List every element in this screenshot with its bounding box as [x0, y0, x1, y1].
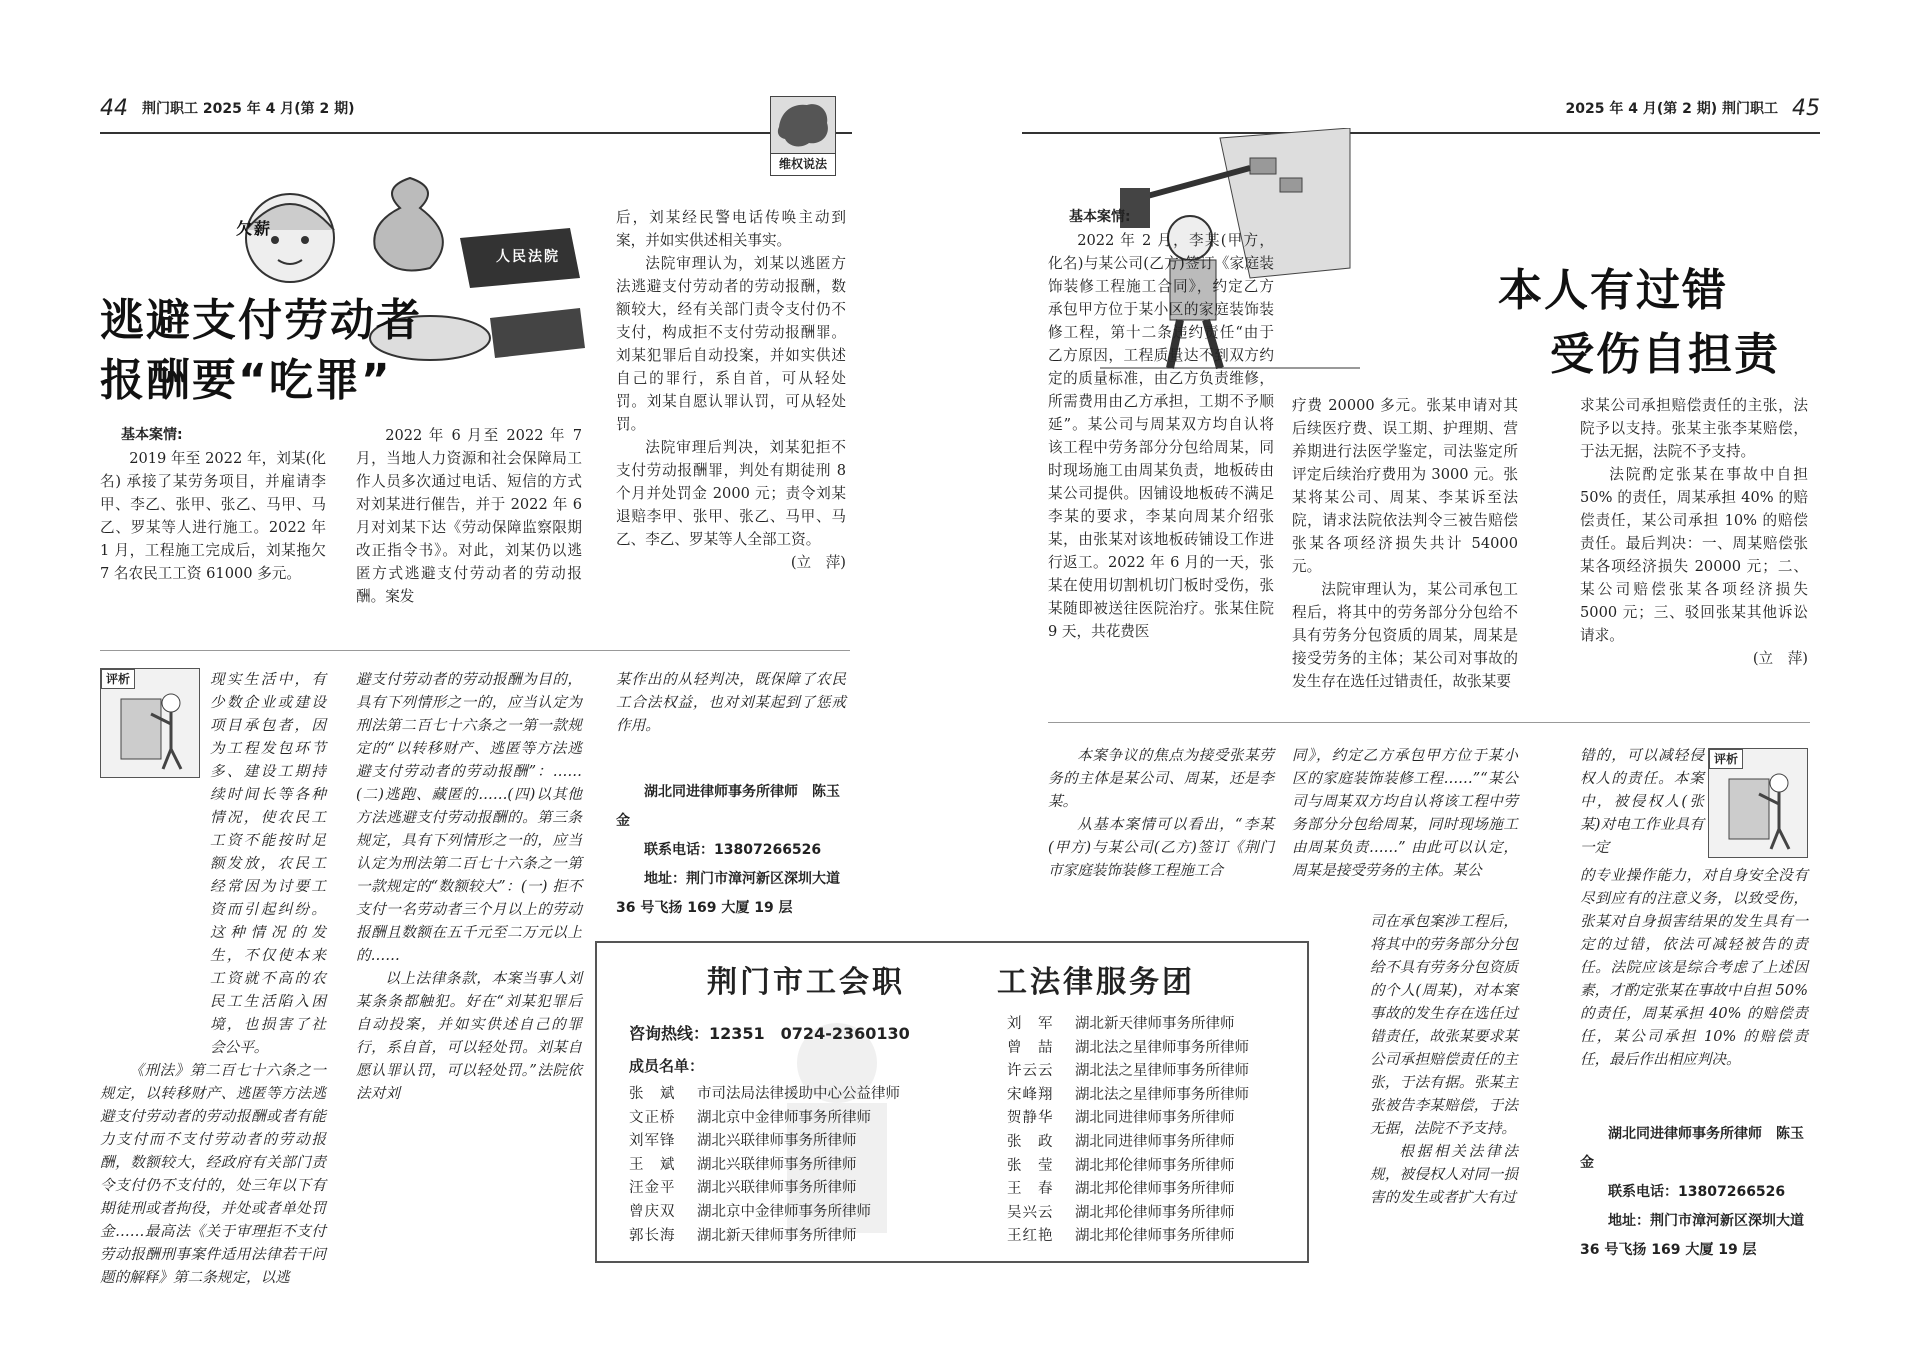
case-paragraph: 法院审理认为，某公司承包工程后，将其中的劳务部分分包给不具有劳务分包资质的周某，周某是接受劳务的主体；某公司对事故的发生存在选任过错责任，故张某要	[1292, 581, 1518, 690]
member-name: 王红艳	[1007, 1228, 1054, 1245]
member-name: 文正桥	[629, 1109, 676, 1126]
legal-service-panel	[595, 941, 1309, 1263]
member-row	[1007, 1202, 1249, 1226]
panel-title-right: 工法律服务团	[997, 965, 1195, 1000]
member-name: 刘 军	[1007, 1016, 1054, 1032]
right-analysis-column-2	[1292, 744, 1518, 882]
contact-name: 湖北同进律师事务所律师 陈玉金	[1580, 1126, 1804, 1171]
member-row	[1007, 1037, 1249, 1061]
right-case-column-1	[1048, 206, 1274, 643]
analysis-paragraph: 错的，可以减轻侵权人的责任。本案中，被侵权人(张某)对电工作业具有一定	[1580, 747, 1704, 856]
member-name: 曾庆双	[629, 1203, 676, 1220]
case-paragraph: 2022 年 6 月至 2022 年 7 月，当地人力资源和社会保障局工作人员多次通过电话、短信的方式对刘某进行催告，并于 2022 年 6 月对刘某下达《劳动保障监察限期改正指令书》。对此，刘某仍以逃匿方式逃避支付劳动者的劳动报酬。案发	[356, 427, 582, 605]
right-contact-block	[1580, 1120, 1810, 1265]
analysis-paragraph: 司在承包案涉工程后，将其中的劳务部分分包给不具有劳务分包资质的个人(周某)，对本案事故的发生存在选任过错责任，故张某要求某公司承担赔偿责任的主张，于法有据。张某主张被告李某赔偿，于法无据，法院不予支持。	[1370, 913, 1518, 1137]
article-title-line-2: 报酬要“吃罪”	[100, 355, 392, 406]
member-org: 湖北京中金律师事务所律师	[697, 1203, 871, 1220]
analysis-paragraph: 避支付劳动者的劳动报酬为目的，具有下列情形之一的，应当认定为刑法第二百七十六条之一第一款规定的“以转移财产、逃匿等方法逃避支付劳动者的劳动报酬”：……(二)逃跑、藏匿的……(四)以其他方法逃避支付劳动报酬的。第三条规定，具有下列情形之一的，应当认定为刑法第二百七十六条之一第一款规定的“数额较大”：(一) 拒不支付一名劳动者三个月以上的劳动报酬且数额在五千元至二万元以上的……	[356, 671, 582, 964]
member-name: 吴兴云	[1007, 1204, 1054, 1221]
contact-phone: 联系电话：13807266526	[1608, 1184, 1786, 1200]
header-rule	[100, 132, 852, 134]
right-analysis-column-3b	[1580, 864, 1808, 1071]
member-row	[629, 1177, 900, 1201]
member-row	[629, 1201, 900, 1225]
analysis-badge	[1708, 748, 1808, 858]
analysis-paragraph: 从基本案情可以看出，“李某(甲方)与某公司(乙方)签订《荆门市家庭装饰装修工程施工合	[1048, 816, 1274, 879]
member-name: 王 春	[1007, 1181, 1054, 1198]
left-case-column-1	[100, 424, 326, 585]
member-org: 湖北邦伦律师事务所律师	[1075, 1181, 1235, 1198]
member-row	[1007, 1084, 1249, 1108]
right-case-column-2	[1292, 394, 1518, 693]
member-row	[1007, 1060, 1249, 1084]
right-analysis-column-1	[1048, 744, 1274, 882]
member-org: 湖北兴联律师事务所律师	[697, 1180, 857, 1197]
left-case-column-3	[616, 206, 846, 574]
left-analysis-column-1	[100, 668, 326, 1289]
member-org: 湖北新天律师事务所律师	[697, 1227, 857, 1244]
member-row	[629, 1130, 900, 1154]
article-title-line-1: 逃避支付劳动者	[100, 295, 422, 346]
left-case-column-2	[356, 424, 582, 608]
left-page-header	[100, 96, 355, 121]
member-name: 贺静华	[1007, 1110, 1054, 1127]
panel-title-left: 荆门市工会职	[707, 965, 905, 1000]
member-org: 湖北邦伦律师事务所律师	[1075, 1228, 1235, 1245]
right-page-header	[1566, 96, 1821, 121]
bag-label: 欠薪	[236, 219, 273, 238]
member-row	[1007, 1131, 1249, 1155]
contact-phone: 联系电话：13807266526	[644, 842, 822, 858]
section-heading: 基本案情:	[1069, 209, 1131, 225]
column-badge	[770, 96, 836, 176]
analysis-paragraph: 同》，约定乙方承包甲方位于某小区的家庭装饰装修工程……”“某公司与周某双方均自认将该工程中劳务部分分包给周某，同时现场施工由周某负责……” 由此可以认定，周某是接受劳务的主体。某公	[1292, 747, 1518, 879]
member-org: 湖北法之星律师事务所律师	[1075, 1063, 1249, 1080]
analysis-paragraph: 以上法律条款，本案当事人刘某条条都触犯。好在“刘某犯罪后自动投案，并如实供述自己的罪行，系自首，可以轻处罚。刘某自愿认罪认罚，可以轻处罚。”法院依法对刘	[356, 970, 582, 1102]
left-analysis-column-3	[616, 668, 846, 737]
member-name: 张 政	[1007, 1133, 1054, 1150]
page-number: 44	[100, 96, 128, 121]
member-row	[629, 1154, 900, 1178]
analysis-tag: 评析	[101, 669, 135, 689]
badge-label: 维权说法	[771, 153, 835, 175]
member-row	[1007, 1107, 1249, 1131]
member-org: 湖北兴联律师事务所律师	[697, 1156, 857, 1173]
china-map-icon	[771, 97, 835, 153]
hotline: 咨询热线：12351 0724-2360130	[629, 1024, 910, 1043]
member-name: 许云云	[1007, 1063, 1054, 1080]
contact-address: 地址：荆门市漳河新区深圳大道 36 号飞扬 169 大厦 19 层	[616, 871, 840, 916]
left-analysis-column-2	[356, 668, 582, 1105]
analysis-paragraph: 《刑法》第二百七十六条之一规定，以转移财产、逃匿等方法逃避支付劳动者的劳动报酬或者有能力支付而不支付劳动者的劳动报酬，数额较大，经政府有关部门责令支付仍不支付的，处三年以下有期徒刑或者拘役，并处或者单处罚金……最高法《关于审理拒不支付劳动报酬刑事案件适用法律若干问题的解释》第二条规定，以逃	[100, 1062, 326, 1286]
court-sign-label: 人民法院	[496, 249, 560, 265]
header-text: 2025 年 4 月(第 2 期) 荆门职工	[1565, 101, 1778, 117]
member-org: 湖北邦伦律师事务所律师	[1075, 1204, 1235, 1221]
member-org: 湖北邦伦律师事务所律师	[1075, 1157, 1235, 1174]
case-paragraph: 求某公司承担赔偿责任的主张，法院予以支持。张某主张李某赔偿，于法无据，法院不予支持。	[1580, 397, 1808, 460]
case-paragraph: 法院审理后判决，刘某犯拒不支付劳动报酬罪，判处有期徒刑 8 个月并处罚金 2000 元；责令刘某退赔李甲、张甲、张乙、马甲、马乙、李乙、罗某等人全部工资。	[616, 439, 846, 548]
contact-name: 湖北同进律师事务所律师 陈玉金	[616, 784, 840, 829]
page-number: 45	[1792, 96, 1820, 121]
author-sign: (立 萍)	[1752, 650, 1808, 667]
members-title: 成员名单：	[629, 1057, 705, 1075]
member-row	[1007, 1013, 1249, 1037]
analysis-tag: 评析	[1709, 749, 1743, 769]
member-name: 汪金平	[629, 1180, 676, 1197]
case-paragraph: 法院审理认为，刘某以逃匿方法逃避支付劳动者的劳动报酬，数额较大，经有关部门责令支付仍不支付，构成拒不支付劳动报酬罪。刘某犯罪后自动投案，并如实供述自己的罪行，系自首，可从轻处罚。刘某自愿认罪认罚，可从轻处罚。	[616, 255, 846, 433]
left-contact-block	[616, 778, 852, 923]
section-heading: 基本案情:	[121, 427, 183, 443]
case-paragraph: 2019 年至 2022 年，刘某(化名) 承接了某劳务项目，并雇请李甲、李乙、张甲、张乙、马甲、马乙、罗某等人进行施工。2022 年 1 月，工程施工完成后，刘某拖欠 7 名农民工工资 61000 多元。	[100, 450, 326, 582]
member-row	[1007, 1155, 1249, 1179]
member-name: 郭长海	[629, 1227, 676, 1244]
member-name: 曾 喆	[1007, 1039, 1054, 1056]
article-title-line-1: 本人有过错	[1498, 265, 1728, 316]
case-paragraph: 2022 年 2 月，李某(甲方，化名)与某公司(乙方)签订《家庭装饰装修工程施工合同》，约定乙方承包甲方位于某小区的家庭装饰装修工程，第十二条违约责任“由于乙方原因，工程质量达不到双方约定的质量标准，由乙方负责维修，所需费用由乙方承担，工期不予顺延”。某公司与周某双方均自认将该工程中劳务部分分包给周某，同时现场施工由周某负责，地板砖由某公司提供。因铺设地板砖不满足李某的要求，李某向周某介绍张某，由张某对该地板砖铺设工作进行返工。2022 年 6 月的一天，张某在使用切割机切门板时受伤，张某随即被送往医院治疗。张某住院 9 天，共花费医	[1048, 232, 1274, 640]
member-row	[629, 1225, 900, 1249]
member-org: 市司法局法律援助中心公益律师	[697, 1086, 900, 1102]
member-name: 张 斌	[629, 1086, 676, 1102]
member-org: 湖北新天律师事务所律师	[1075, 1016, 1235, 1032]
analysis-paragraph: 某作出的从轻判决，既保障了农民工合法权益，也对刘某起到了惩戒作用。	[616, 671, 846, 734]
right-case-column-3	[1580, 394, 1808, 670]
member-org: 湖北京中金律师事务所律师	[697, 1109, 871, 1126]
section-divider	[100, 650, 850, 651]
analysis-paragraph: 现实生活中，有少数企业或建设项目承包者，因为工程发包环节多、建设工期持续时间长等各种情况，使农民工工资不能按时足额发放，农民工经常因为讨要工资而引起纠纷。这种情况的发生，不仅使本来工资就不高的农民工生活陷入困境，也损害了社会公平。	[210, 671, 326, 1056]
member-row	[1007, 1178, 1249, 1202]
contact-address: 地址：荆门市漳河新区深圳大道 36 号飞扬 169 大厦 19 层	[1580, 1213, 1804, 1258]
right-analysis-column-3a	[1580, 744, 1704, 859]
case-paragraph: 后，刘某经民警电话传唤主动到案，并如实供述相关事实。	[616, 209, 846, 249]
analysis-paragraph: 根据相关法律法规，被侵权人对同一损害的发生或者扩大有过	[1370, 1143, 1518, 1206]
member-row	[629, 1083, 900, 1107]
members-list-left	[629, 1083, 900, 1248]
member-row	[629, 1107, 900, 1131]
members-list-right	[1007, 1013, 1249, 1249]
member-org: 湖北兴联律师事务所律师	[697, 1133, 857, 1150]
member-name: 张 莹	[1007, 1157, 1054, 1174]
member-name: 刘军锋	[629, 1133, 676, 1150]
member-org: 湖北同进律师事务所律师	[1075, 1110, 1235, 1127]
author-sign: (立 萍)	[790, 554, 846, 571]
header-text: 荆门职工 2025 年 4 月(第 2 期)	[142, 101, 355, 117]
case-paragraph: 法院酌定张某在事故中自担 50% 的责任，周某承担 40% 的赔偿责任，某公司承担 10% 的赔偿责任。最后判决：一、周某赔偿张某各项经济损失 20000 元；二、某公司赔偿张某各项经济损失 5000 元；三、驳回张某其他诉讼请求。	[1580, 466, 1808, 644]
member-org: 湖北法之星律师事务所律师	[1075, 1086, 1249, 1103]
case-paragraph: 疗费 20000 多元。张某申请对其后续医疗费、误工期、护理期、营养期进行法医学鉴定，司法鉴定所评定后续治疗费用为 3000 元。张某将某公司、周某、李某诉至法院，请求法院依法判令三被告赔偿张某各项经济损失共计 54000 元。	[1292, 397, 1518, 575]
member-org: 湖北法之星律师事务所律师	[1075, 1039, 1249, 1056]
article-title-line-2: 受伤自担责	[1550, 329, 1780, 380]
member-name: 王 斌	[629, 1156, 676, 1173]
member-row	[1007, 1225, 1249, 1249]
analysis-paragraph: 本案争议的焦点为接受张某劳务的主体是某公司、周某，还是李某。	[1048, 747, 1274, 810]
analysis-paragraph: 的专业操作能力，对自身安全没有尽到应有的注意义务，以致受伤，张某对自身损害结果的发生具有一定的过错，依法可减轻被告的责任。法院应该是综合考虑了上述因素，才酌定张某在事故中自担 50% 的责任，周某承担 40% 的赔偿责任，某公司承担 10% 的赔偿责任，最后作出相应判决。	[1580, 867, 1808, 1068]
member-org: 湖北同进律师事务所律师	[1075, 1133, 1235, 1150]
section-divider	[1048, 722, 1810, 723]
member-name: 宋峰翔	[1007, 1086, 1054, 1103]
right-analysis-column-2b	[1370, 910, 1518, 1209]
